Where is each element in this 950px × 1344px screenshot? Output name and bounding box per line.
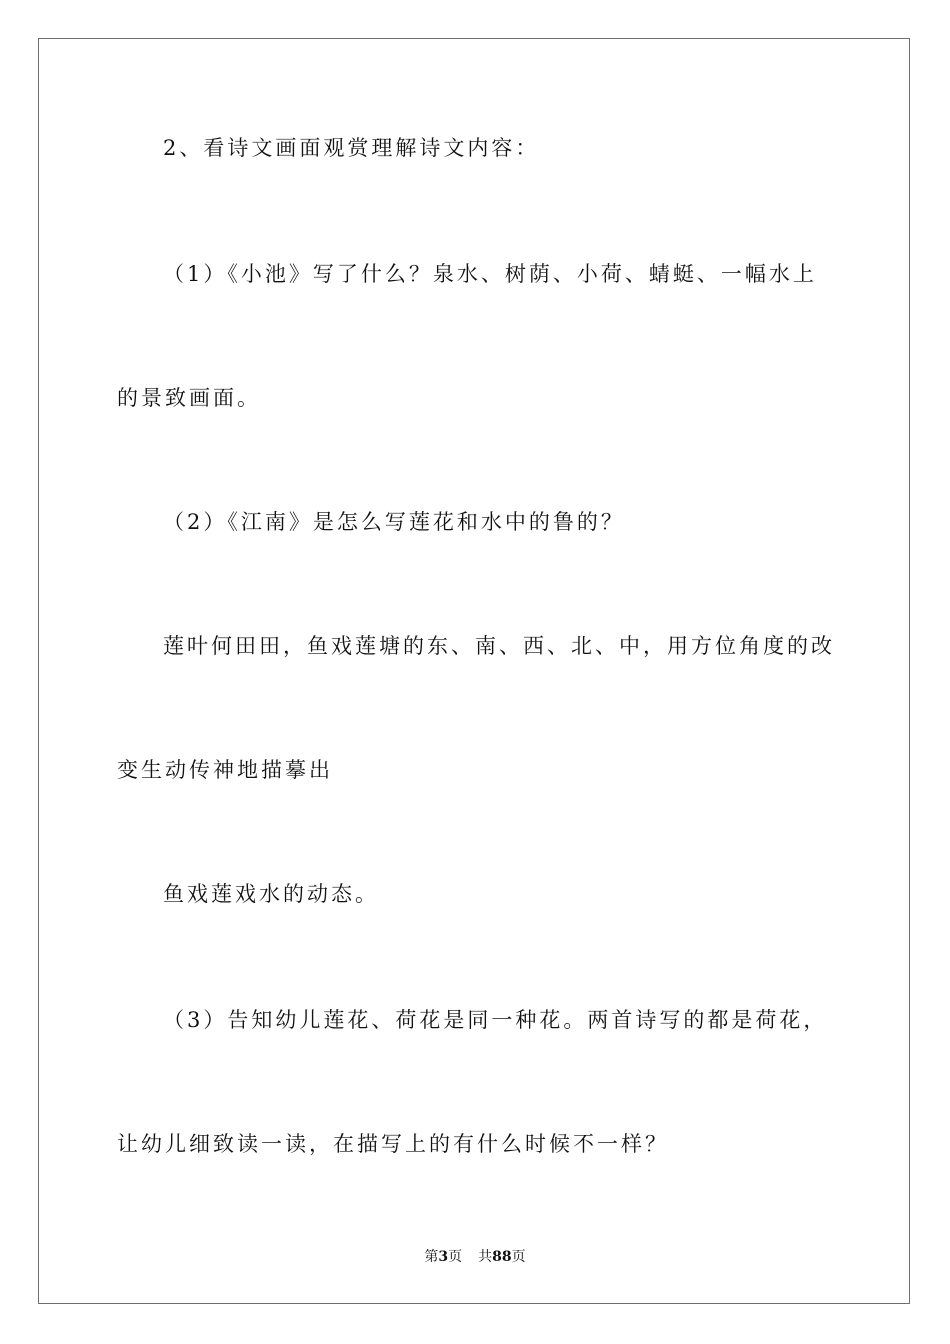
footer-total-suffix: 页	[511, 1249, 526, 1265]
paragraph-line-1: 2、看诗文画面观赏理解诗文内容：	[163, 136, 540, 160]
paragraph-line-9: 让幼儿细致读一读，在描写上的有什么时候不一样？	[117, 1132, 669, 1156]
paragraph-line-4: （2）《江南》是怎么写莲花和水中的鲁的？	[163, 510, 625, 534]
paragraph-line-7: 鱼戏莲戏水的动态。	[163, 882, 379, 906]
page-border	[38, 38, 910, 1304]
footer-page-suffix: 页	[448, 1249, 463, 1265]
paragraph-line-6: 变生动传神地描摹出	[117, 758, 333, 782]
paragraph-line-5: 莲叶何田田，鱼戏莲塘的东、南、西、北、中，用方位角度的改	[163, 634, 835, 658]
paragraph-line-8: （3）告知幼儿莲花、荷花是同一种花。两首诗写的都是荷花，	[163, 1008, 828, 1032]
footer-page-prefix: 第	[424, 1249, 439, 1265]
footer-page-number: 3	[438, 1249, 449, 1265]
paragraph-line-2: （1）《小池》写了什么？泉水、树荫、小荷、蜻蜓、一幅水上	[163, 262, 817, 286]
page-footer	[0, 1248, 950, 1266]
footer-total-pages: 88	[492, 1249, 512, 1265]
footer-total-prefix: 共	[478, 1249, 493, 1265]
paragraph-line-3: 的景致画面。	[117, 386, 261, 410]
